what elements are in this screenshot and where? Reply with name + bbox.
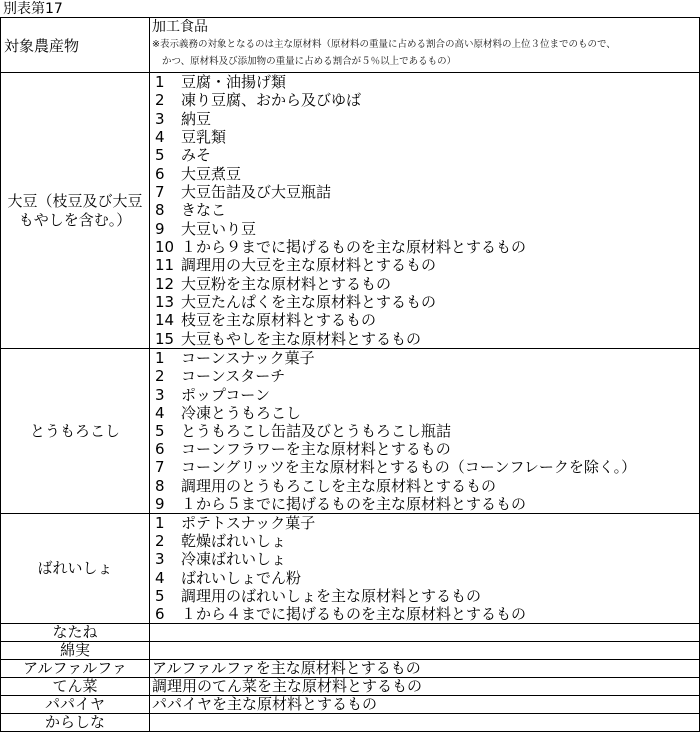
item-text: ばれいしょでん粉 [181,568,302,587]
crop-cell: パパイヤ [1,696,150,714]
list-item [150,587,699,605]
list-item [150,128,699,146]
list-item [150,293,699,311]
item-number: 5 [155,146,165,165]
list-item [150,550,699,568]
list-item [150,91,699,109]
item-text: 乾燥ばれいしょ [181,532,287,551]
item-number: 3 [155,385,165,404]
food-list-cell-potato [150,513,700,623]
simple-row [1,678,700,696]
list-item [150,183,699,201]
list-item [150,201,699,219]
list-item [150,349,699,367]
food-cell: 調理用のてん菜を主な原材料とするもの [150,678,700,696]
header-food-cell [150,18,700,73]
crop-cell-soybean [1,73,150,349]
simple-row [1,714,700,732]
item-number: 4 [155,403,165,422]
item-number: 2 [155,532,165,551]
item-text: 豆乳類 [181,128,227,147]
crop-cell: てん菜 [1,678,150,696]
item-number: 1 [155,73,165,91]
group-row-corn [1,349,700,514]
item-text: みそ [181,146,212,165]
gm-food-table [0,17,700,732]
item-text: 調理用のばれいしょを主な原材料とするもの [181,586,482,605]
header-crop-cell [1,18,150,73]
item-text: コーングリッツを主な原材料とするもの（コーンフレークを除く。） [181,458,637,477]
food-list-cell-soybean [150,73,700,349]
simple-row [1,624,700,642]
item-text: とうもろこし缶詰及びとうもろこし瓶詰 [181,421,452,440]
group-row-soybean [1,73,700,349]
list-item [150,477,699,495]
simple-row [1,642,700,660]
item-number: 7 [155,458,165,477]
list-item [150,422,699,440]
item-text: １から５までに掲げるものを主な原材料とするもの [181,494,527,513]
item-number: 2 [155,91,165,110]
item-text: きなこ [181,201,227,220]
list-item [150,514,699,532]
item-number: 6 [155,440,165,459]
food-list-cell-corn [150,349,700,514]
crop-cell: 綿実 [1,642,150,660]
list-item [150,110,699,128]
item-number: 3 [155,550,165,569]
item-text: 大豆たんぱくを主な原材料とするもの [181,293,437,312]
item-number: 7 [155,183,165,202]
item-number: 4 [155,128,165,147]
item-number: 1 [155,513,165,532]
food-cell [150,714,700,732]
item-number: 5 [155,586,165,605]
item-number: 10 [155,238,175,257]
item-number: 14 [155,311,175,330]
item-number: 15 [155,329,175,348]
crop-label: とうもろこし [29,421,120,440]
crop-label: ばれいしょ [37,559,113,578]
list-item [150,220,699,238]
list-item [150,404,699,422]
item-text: 大豆煮豆 [181,164,242,183]
header-row [1,18,700,73]
item-text: 枝豆を主な原材料とするもの [181,311,377,330]
list-item [150,495,699,513]
item-text: 冷凍ばれいしょ [181,550,287,569]
item-text: 納豆 [181,109,212,128]
list-item [150,532,699,550]
crop-label-line2: もやしを含む。） [18,210,132,229]
item-number: 13 [155,293,175,312]
item-number: 11 [155,256,175,275]
item-number: 5 [155,421,165,440]
header-note-line2 [152,53,697,70]
item-text: 調理用の大豆を主な原材料とするもの [181,256,437,275]
list-item [150,330,699,348]
item-number: 9 [155,494,165,513]
item-text: １から４までに掲げるものを主な原材料とするもの [181,605,527,623]
list-item [150,165,699,183]
simple-row [1,696,700,714]
simple-row [1,660,700,678]
item-text: ポテトスナック菓子 [181,513,316,532]
list-item [150,367,699,385]
item-text: 大豆いり豆 [181,219,257,238]
food-cell: アルファルファを主な原材料とするもの [150,660,700,678]
list-item [150,275,699,293]
item-text: 凍り豆腐、おから及びゆば [181,91,362,110]
crop-cell-corn [1,349,150,514]
food-cell: パパイヤを主な原材料とするもの [150,696,700,714]
item-text: 大豆粉を主な原材料とするもの [181,274,392,293]
item-number: 3 [155,109,165,128]
list-item [150,146,699,164]
list-item [150,73,699,91]
crop-cell: からしな [1,714,150,732]
food-cell [150,642,700,660]
item-number: 9 [155,219,165,238]
item-number: 8 [155,476,165,495]
table-caption: 別表第17 [3,1,63,17]
crop-cell: アルファルファ [1,660,150,678]
list-item [150,569,699,587]
header-food-title: 加工食品 [152,19,208,35]
food-list [150,349,699,513]
list-item [150,440,699,458]
item-number: 8 [155,201,165,220]
item-text: １から９までに掲げるものを主な原材料とするもの [181,238,527,257]
list-item [150,238,699,256]
header-note-line1: ※表示義務の対象となるのは主な原材料（原材料の重量に占める割合の高い原材料の上位３位までのもので、 [152,39,616,50]
list-item [150,458,699,476]
item-text: 大豆缶詰及び大豆瓶詰 [181,183,332,202]
item-text: コーンフラワーを主な原材料とするもの [181,440,451,459]
list-item [150,605,699,623]
crop-cell: なたね [1,624,150,642]
item-number: 12 [155,274,175,293]
group-row-potato [1,513,700,623]
item-number: 1 [155,349,165,368]
item-number: 6 [155,605,165,623]
item-text: 冷凍とうもろこし [181,403,302,422]
list-item [150,256,699,274]
food-cell [150,624,700,642]
item-number: 2 [155,367,165,386]
item-text: 大豆もやしを主な原材料とするもの [181,329,422,348]
item-text: コーンスナック菓子 [181,349,315,368]
item-text: ポップコーン [181,385,270,404]
crop-cell-potato [1,513,150,623]
food-list [150,73,699,348]
food-list [150,514,699,623]
crop-label-line1: 大豆（枝豆及び大豆 [7,191,143,210]
item-text: 豆腐・油揚げ類 [181,73,287,91]
list-item [150,311,699,329]
list-item [150,386,699,404]
item-text: 調理用のとうもろこしを主な原材料とするもの [181,476,497,495]
item-text: コーンスターチ [181,367,286,386]
item-number: 4 [155,568,165,587]
header-note-line2-text: かつ、原材料及び添加物の重量に占める割合が５％以上であるもの） [162,56,457,67]
item-number: 6 [155,164,165,183]
header-crop-label: 対象農産物 [4,36,80,55]
